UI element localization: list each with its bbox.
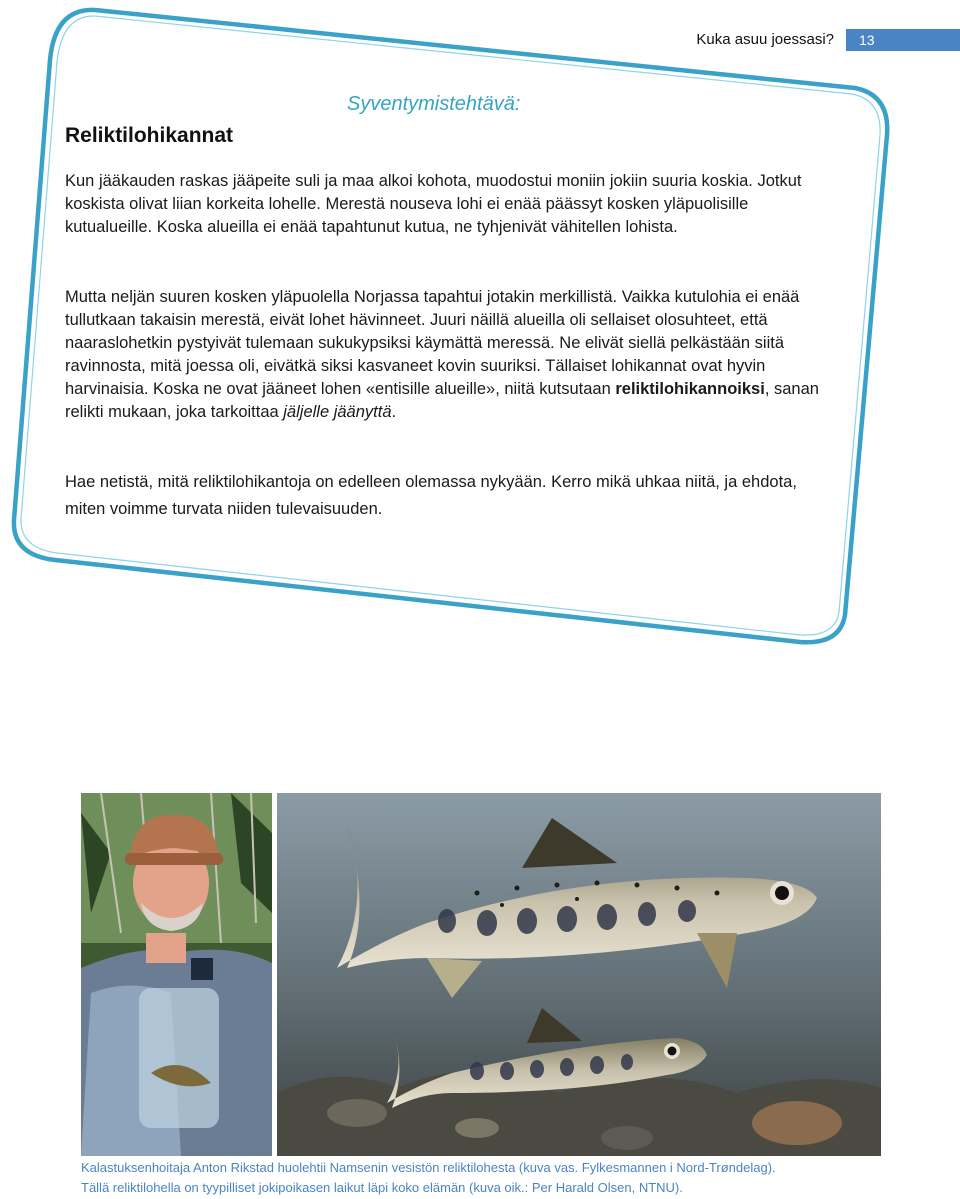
- paragraph-relict: [65, 286, 830, 424]
- task-subtitle: Syventymistehtävä:: [347, 93, 521, 115]
- photo-relict-salmon: [277, 793, 881, 1156]
- running-header: Kuka asuu joessasi?: [696, 31, 834, 48]
- caption-line-2: Tällä reliktilohella on tyypilliset jokipoikasen laikut läpi koko elämän (kuva oik.: Per Harald Olsen, NTNU).: [81, 1180, 683, 1195]
- paragraph-task: Hae netistä, mitä reliktilohikantoja on edelleen olemassa nykyään. Kerro mikä uhkaa niitä, ja ehdota, miten voimme turvata niiden tulevaisuuden.: [65, 473, 797, 518]
- section-title: Reliktilohikannat: [65, 124, 234, 147]
- paragraph-intro: Kun jääkauden raskas jääpeite suli ja maa alkoi kohota, muodostui moniin jokiin suuria koskia. Jotkut koskista olivat liian korkeita lohelle. Merestä nouseva lohi ei enää päässyt kosken yläpuolisille kutualueille. Koska alueilla ei enää tapahtunut kutua, ne tyhjenivät vähitellen lohista.: [65, 172, 802, 236]
- term-reliktilohikannoiksi: reliktilohikannoiksi: [615, 380, 765, 398]
- photo-fisherman: [81, 793, 272, 1156]
- page-number: 13: [846, 29, 960, 51]
- paragraph-relict-text-2: , sanan relikti mukaan, joka tarkoittaa: [65, 380, 819, 421]
- term-jaljelle-jaanytta: jäljelle jäänyttä: [283, 403, 392, 421]
- caption-line-1: Kalastuksenhoitaja Anton Rikstad huolehtii Namsenin vesistön reliktilohesta (kuva vas. Fylkesmannen i Nord-Trøndelag).: [81, 1160, 776, 1175]
- photo-caption: [81, 1158, 951, 1198]
- paragraph-relict-text-1: Mutta neljän suuren kosken yläpuolella Norjassa tapahtui jotakin merkillistä. Vaikka kutulohia ei enää tullutkaan takaisin merestä, eivät lohet hävinneet. Juuri näillä alueilla oli sellaiset olosuhteet, että naaraslohetkin pystyivät tulemaan sukukypsiksi käymättä meressä. Ne elivät siellä pelkästään siitä ravinnosta, mitä joessa oli, eivätkä siksi kasvaneet kovin suuriksi. Tällaiset lohikannat ovat hyvin harvinaisia. Koska ne ovat jääneet lohen «entisille alueille», niitä kutsutaan: [65, 288, 800, 398]
- paragraph-relict-text-3: .: [391, 403, 397, 421]
